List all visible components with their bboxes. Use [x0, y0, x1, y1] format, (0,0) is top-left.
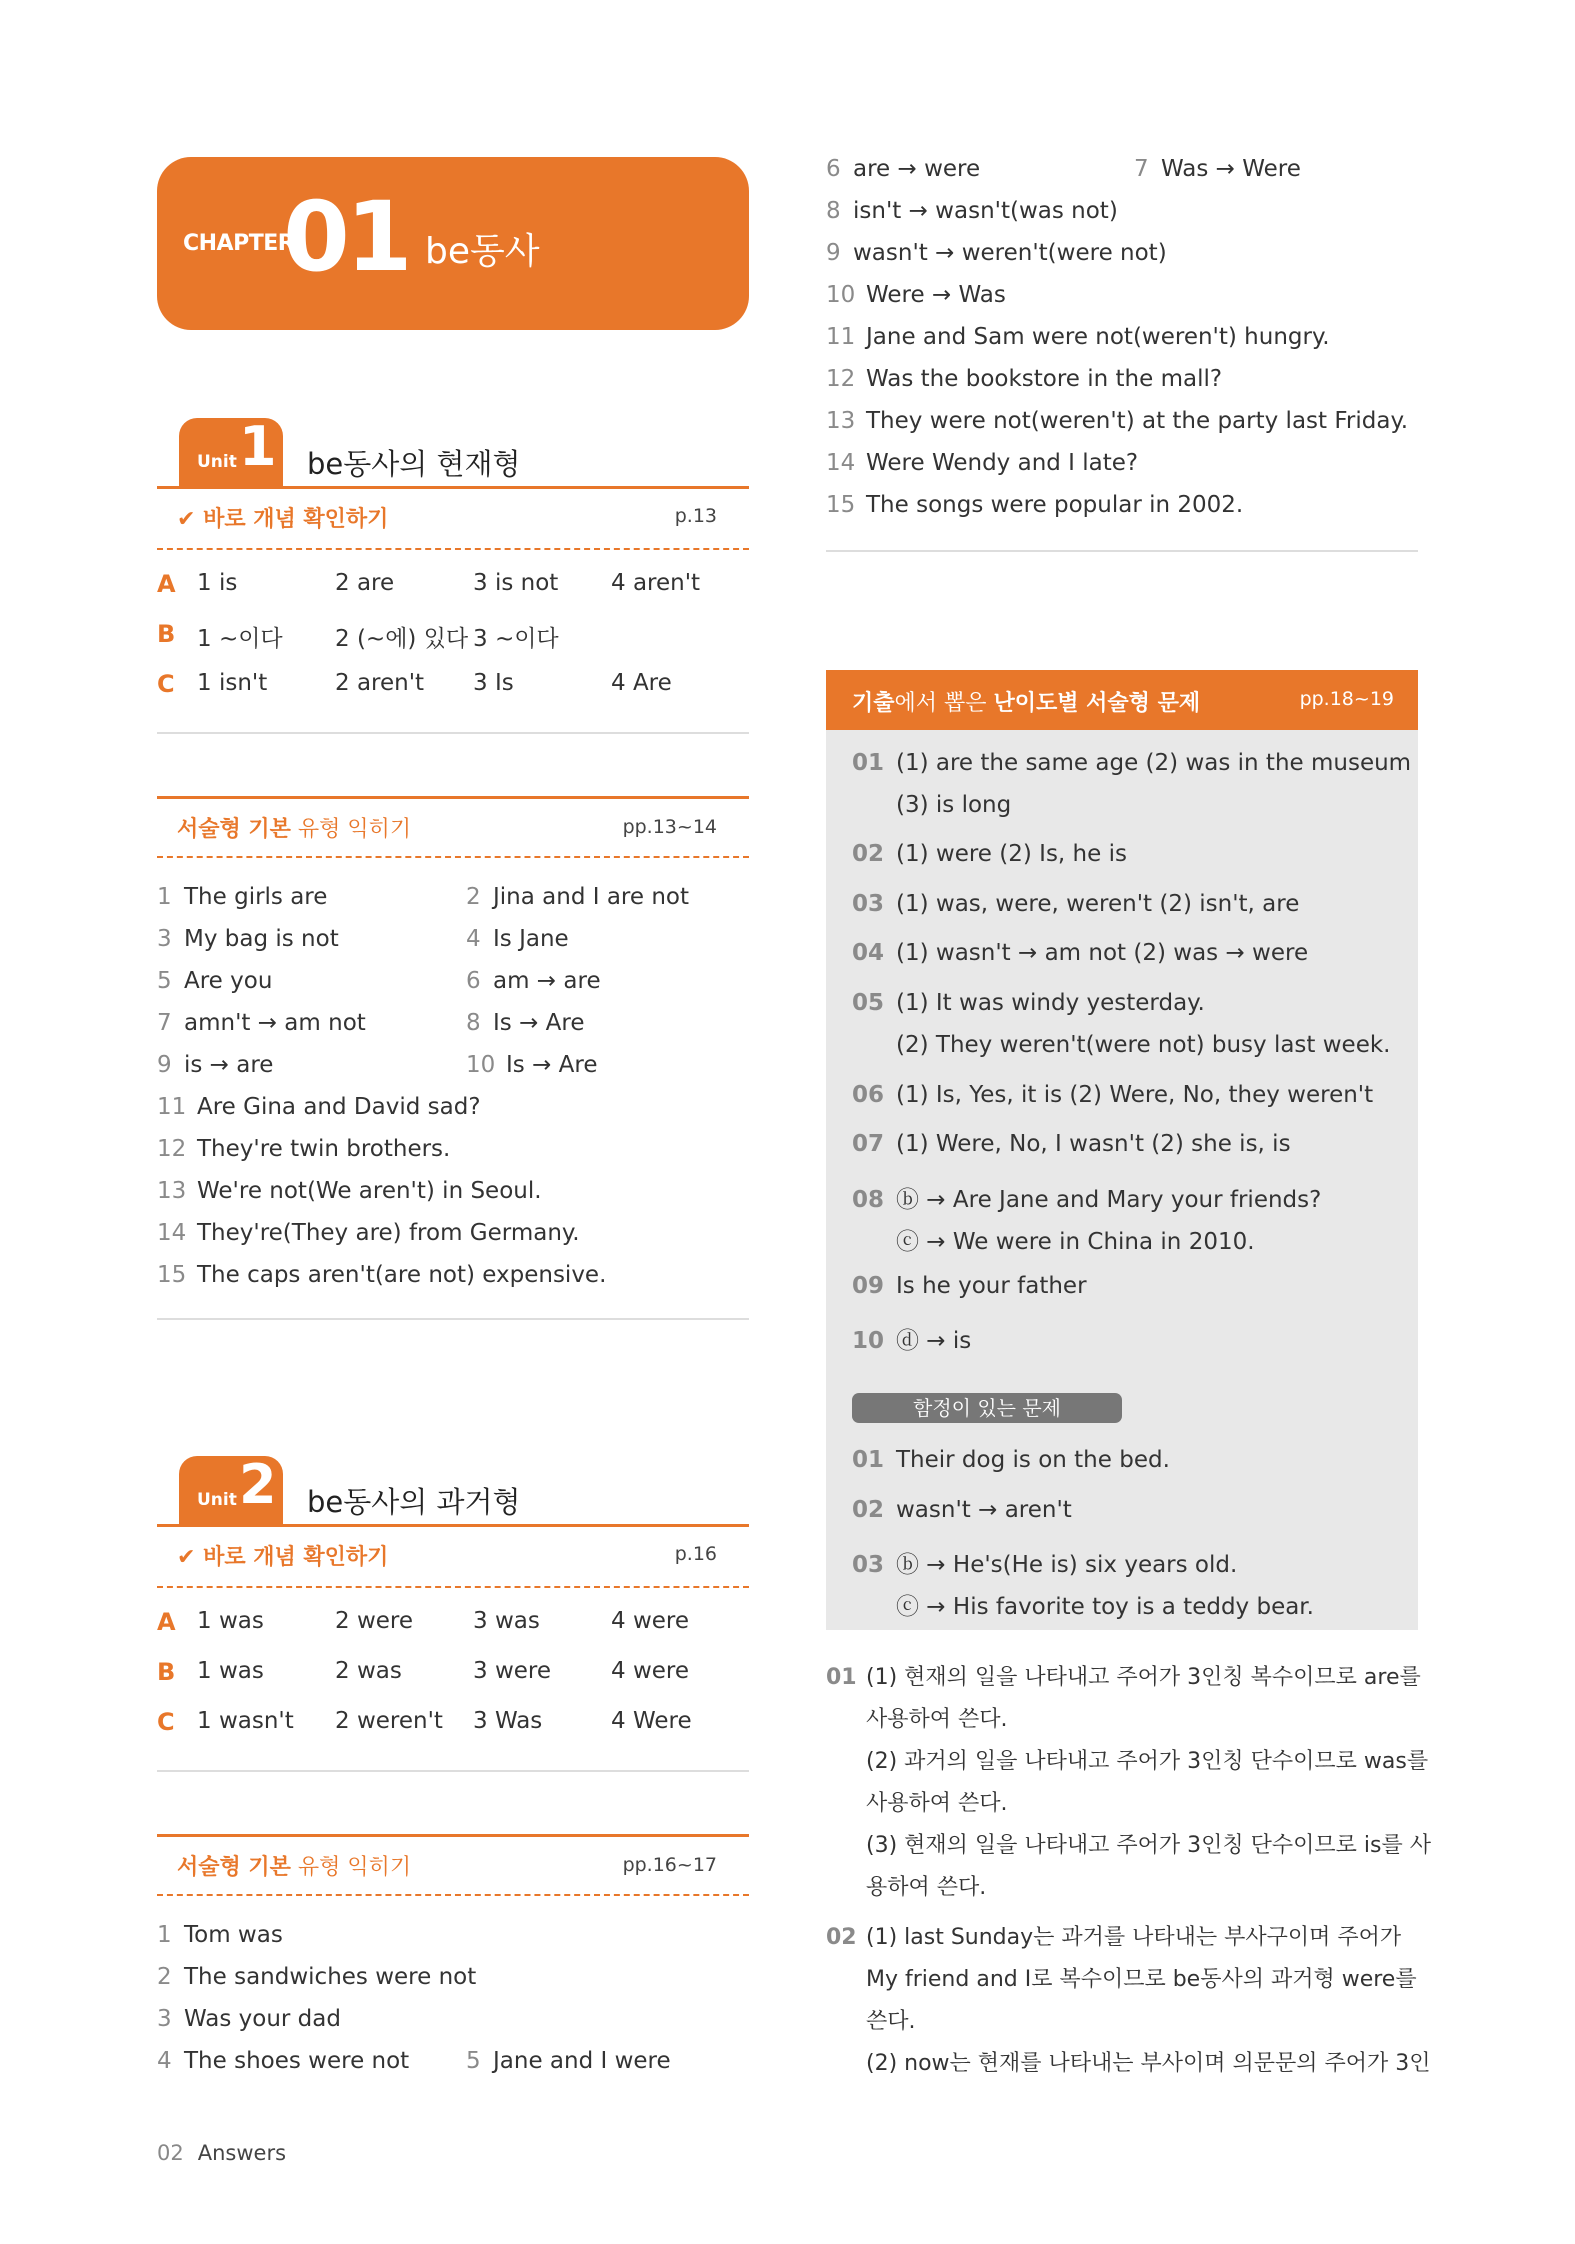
dashed-divider — [157, 856, 749, 858]
answer-line — [826, 450, 1138, 476]
item-number: 2 — [466, 884, 481, 910]
exam-title-c: 난이도별 서술형 문제 — [993, 691, 1201, 716]
explanation-line — [826, 1744, 1428, 1775]
practice-top-rule — [157, 796, 749, 799]
answer-cell: 3 Is — [473, 670, 514, 696]
item-text: isn't → wasn't(was not) — [853, 198, 1118, 224]
answer-line — [157, 2048, 409, 2074]
item-number: 7 — [157, 1010, 172, 1036]
item-number: 8 — [466, 1010, 481, 1036]
item-text: (2) now는 현재를 나타내는 부사이며 의문문의 주어가 3인 — [866, 2051, 1431, 2076]
item-text: (1) wasn't → am not (2) was → were — [896, 940, 1309, 966]
exam-item — [852, 1322, 971, 1355]
explanation-line — [826, 1786, 1008, 1817]
item-number: 4 — [466, 926, 481, 952]
explanation-line — [826, 1702, 1008, 1733]
item-text: Was the bookstore in the mall? — [866, 366, 1223, 392]
answer-line — [157, 1052, 273, 1078]
answer-cell: 1 was — [197, 1608, 264, 1634]
answer-cell: 2 were — [335, 1608, 414, 1634]
item-text: wasn't → weren't(were not) — [853, 240, 1167, 266]
section-divider — [157, 732, 749, 734]
item-text: Were Wendy and I late? — [866, 450, 1139, 476]
chapter-banner — [157, 157, 749, 330]
answer-cell: 4 aren't — [611, 570, 701, 596]
item-number: 5 — [157, 968, 172, 994]
item-text: amn't → am not — [184, 1010, 366, 1036]
item-text: They're twin brothers. — [197, 1136, 451, 1162]
chapter-label: CHAPTER — [183, 231, 295, 256]
trap-item — [852, 1497, 1072, 1523]
unit2-label: Unit — [197, 1490, 237, 1510]
item-number: 06 — [852, 1082, 885, 1108]
item-text: Is he your father — [896, 1273, 1087, 1299]
answer-line — [157, 2006, 341, 2032]
item-number: 11 — [157, 1094, 187, 1120]
item-number: 3 — [157, 2006, 172, 2032]
explanation-line — [826, 2004, 916, 2035]
unit1-tab — [179, 415, 283, 488]
item-number: 07 — [852, 1131, 885, 1157]
unit2-check-title: ✔ 바로 개념 확인하기 — [177, 1545, 389, 1570]
unit1-practice-heading — [157, 796, 749, 854]
section-divider — [826, 550, 1418, 552]
answer-line — [157, 1922, 283, 1948]
item-text: (1) was, were, weren't (2) isn't, are — [896, 891, 1300, 917]
answer-line — [826, 156, 980, 182]
answer-line — [826, 408, 1408, 434]
item-text: Are Gina and David sad? — [197, 1094, 481, 1120]
item-number: 05 — [852, 990, 885, 1016]
item-number: 09 — [852, 1273, 885, 1299]
unit1-rule — [157, 486, 749, 489]
practice-title-bold: 서술형 기본 — [177, 817, 291, 842]
answer-cell: 2 are — [335, 570, 395, 596]
item-text: The sandwiches were not — [184, 1964, 477, 1990]
row-letter: B — [157, 620, 176, 648]
answer-line — [466, 2048, 671, 2074]
item-text: Were → Was — [866, 282, 1006, 308]
exam-item — [852, 1223, 1255, 1256]
trap-questions-label: 함정이 있는 문제 — [852, 1393, 1122, 1423]
answer-line — [466, 1010, 585, 1036]
section-divider — [157, 1770, 749, 1772]
answer-line — [466, 926, 569, 952]
item-number: 03 — [852, 891, 885, 917]
trap-item — [852, 1588, 1314, 1621]
row-letter: B — [157, 1658, 176, 1686]
item-number: 13 — [826, 408, 856, 434]
chapter-title: be동사 — [425, 231, 540, 272]
answer-line — [157, 1262, 606, 1288]
unit2-title: be동사의 과거형 — [307, 1485, 521, 1519]
unit1-practice-page: pp.13~14 — [622, 816, 717, 838]
answer-cell: 4 were — [611, 1658, 690, 1684]
dashed-divider — [157, 548, 749, 550]
exam-item — [852, 1082, 1373, 1108]
item-number: 13 — [157, 1178, 187, 1204]
item-text: wasn't → aren't — [896, 1497, 1072, 1523]
exam-item — [852, 1273, 1087, 1299]
item-number: 02 — [826, 1925, 857, 1950]
unit1-label: Unit — [197, 452, 237, 472]
item-number: 01 — [826, 1665, 857, 1690]
unit1-title: be동사의 현재형 — [307, 447, 521, 481]
item-number: 9 — [826, 240, 841, 266]
answer-line — [157, 884, 327, 910]
item-text: 용하여 쓴다. — [866, 1875, 987, 1900]
item-text: My bag is not — [184, 926, 339, 952]
chapter-number: 01 — [283, 181, 409, 293]
item-text: Is → Are — [493, 1010, 585, 1036]
exam-item — [852, 750, 1411, 776]
answer-cell: 1 isn't — [197, 670, 268, 696]
item-number: 10 — [466, 1052, 496, 1078]
item-text: Jane and Sam were not(weren't) hungry. — [866, 324, 1330, 350]
item-text: Are you — [184, 968, 273, 994]
item-text: Jane and I were — [493, 2048, 671, 2074]
exam-item — [852, 1131, 1291, 1157]
item-text: ⓒ → We were in China in 2010. — [896, 1229, 1255, 1255]
unit2-check-text: 바로 개념 확인하기 — [203, 1545, 389, 1570]
unit2-tab — [179, 1453, 283, 1526]
practice-title-bold: 서술형 기본 — [177, 1855, 291, 1880]
item-number: 04 — [852, 940, 885, 966]
item-number: 7 — [1134, 156, 1149, 182]
unit1-check-text: 바로 개념 확인하기 — [203, 507, 389, 532]
answer-line — [466, 968, 601, 994]
item-text: Jina and I are not — [493, 884, 690, 910]
unit1-check-heading — [157, 492, 749, 550]
item-text: (3) is long — [896, 792, 1012, 818]
unit2-practice-heading — [157, 1834, 749, 1892]
item-text: Was → Were — [1161, 156, 1301, 182]
item-text: (2) 과거의 일을 나타내고 주어가 3인칭 단수이므로 was를 — [866, 1749, 1429, 1774]
answer-line — [157, 1220, 580, 1246]
exam-heading — [826, 670, 1418, 730]
answer-line — [826, 324, 1330, 350]
answer-line — [826, 198, 1118, 224]
item-number: 1 — [157, 884, 172, 910]
item-text: The caps aren't(are not) expensive. — [197, 1262, 607, 1288]
row-letter: A — [157, 1608, 176, 1636]
answer-line — [157, 1010, 366, 1036]
unit1-check-title: ✔ 바로 개념 확인하기 — [177, 507, 389, 532]
item-number: 02 — [852, 1497, 885, 1523]
item-number: 14 — [826, 450, 856, 476]
item-number: 01 — [852, 1447, 885, 1473]
item-number: 12 — [826, 366, 856, 392]
item-number: 10 — [852, 1328, 885, 1354]
exam-item — [852, 1032, 1391, 1058]
item-text: We're not(We aren't) in Seoul. — [197, 1178, 542, 1204]
item-text: Is → Are — [506, 1052, 598, 1078]
item-number: 08 — [852, 1187, 885, 1213]
row-letter: C — [157, 1708, 175, 1736]
answer-cell: 4 Are — [611, 670, 672, 696]
answer-cell: 4 Were — [611, 1708, 692, 1734]
answer-line — [1134, 156, 1301, 182]
item-number: 10 — [826, 282, 856, 308]
item-text: (1) 현재의 일을 나타내고 주어가 3인칭 복수이므로 are를 — [866, 1665, 1421, 1690]
exam-item — [852, 841, 1127, 867]
unit2-practice-page: pp.16~17 — [622, 1854, 717, 1876]
item-number: 03 — [852, 1552, 885, 1578]
answer-cell: 3 were — [473, 1658, 552, 1684]
practice-title-light: 유형 익히기 — [290, 1855, 412, 1880]
item-number: 8 — [826, 198, 841, 224]
item-text: are → were — [853, 156, 981, 182]
explanation-line — [826, 2046, 1431, 2077]
page-footer — [157, 2141, 286, 2165]
item-text: ⓑ → He's(He is) six years old. — [896, 1552, 1238, 1578]
item-text: (1) are the same age (2) was in the museum — [896, 750, 1412, 776]
unit2-check-heading — [157, 1530, 749, 1588]
exam-item — [852, 792, 1011, 818]
item-number: 5 — [466, 2048, 481, 2074]
item-number: 15 — [826, 492, 856, 518]
item-text: Their dog is on the bed. — [896, 1447, 1170, 1473]
unit2-practice-title — [177, 1850, 411, 1881]
item-text: (1) It was windy yesterday. — [896, 990, 1205, 1016]
item-number: 15 — [157, 1262, 187, 1288]
answer-cell: 2 (~에) 있다 — [335, 626, 469, 652]
explanation-line — [826, 1660, 1421, 1691]
page-number: 02 — [157, 2141, 184, 2165]
explanation-line — [826, 1962, 1417, 1993]
practice-top-rule — [157, 1834, 749, 1837]
answer-line — [826, 492, 1243, 518]
item-text: 사용하여 쓴다. — [866, 1707, 1008, 1732]
item-number: 4 — [157, 2048, 172, 2074]
exam-title-a: 기출 — [852, 691, 895, 716]
section-divider — [157, 1318, 749, 1320]
item-text: The shoes were not — [184, 2048, 410, 2074]
item-text: Tom was — [184, 1922, 283, 1948]
trap-item — [852, 1447, 1170, 1473]
item-text: 사용하여 쓴다. — [866, 1791, 1008, 1816]
item-text: (1) last Sunday는 과거를 나타내는 부사구이며 주어가 — [866, 1925, 1402, 1950]
item-number: 1 — [157, 1922, 172, 1948]
item-text: (3) 현재의 일을 나타내고 주어가 3인칭 단수이므로 is를 사 — [866, 1833, 1431, 1858]
exam-item — [852, 891, 1299, 917]
item-text: ⓓ → is — [896, 1328, 972, 1354]
exam-title — [852, 686, 1200, 717]
answer-cell: 2 aren't — [335, 670, 425, 696]
item-text: They were not(weren't) at the party last Friday. — [866, 408, 1409, 434]
item-text: Is Jane — [493, 926, 569, 952]
exam-item — [852, 940, 1308, 966]
dashed-divider — [157, 1586, 749, 1588]
exam-page: pp.18~19 — [1299, 688, 1394, 710]
item-number: 9 — [157, 1052, 172, 1078]
answer-line — [157, 1094, 481, 1120]
answer-cell: 1 is — [197, 570, 238, 596]
item-number: 6 — [826, 156, 841, 182]
item-text: is → are — [184, 1052, 274, 1078]
item-number: 01 — [852, 750, 885, 776]
unit1-practice-title — [177, 812, 411, 843]
exam-questions-box — [826, 670, 1418, 1630]
explanation-line — [826, 1870, 986, 1901]
row-letter: A — [157, 570, 176, 598]
answer-line — [157, 1136, 450, 1162]
trap-item — [852, 1546, 1237, 1579]
item-text: Was your dad — [184, 2006, 341, 2032]
item-number: 2 — [157, 1964, 172, 1990]
answer-cell: 3 is not — [473, 570, 559, 596]
answer-line — [826, 240, 1167, 266]
item-text: (1) Were, No, I wasn't (2) she is, is — [896, 1131, 1291, 1157]
answer-cell: 4 were — [611, 1608, 690, 1634]
item-number: 14 — [157, 1220, 187, 1246]
answer-line — [826, 282, 1006, 308]
unit2-check-page: p.16 — [674, 1543, 717, 1565]
explanation-line — [826, 1828, 1431, 1859]
item-text: (2) They weren't(were not) busy last week. — [896, 1032, 1391, 1058]
item-text: 쓴다. — [866, 2009, 916, 2034]
item-number: 02 — [852, 841, 885, 867]
item-text: ⓒ → His favorite toy is a teddy bear. — [896, 1594, 1314, 1620]
item-number: 6 — [466, 968, 481, 994]
item-number: 3 — [157, 926, 172, 952]
exam-item — [852, 990, 1205, 1016]
answer-cell: 1 ~이다 — [197, 626, 283, 652]
answer-line — [466, 884, 689, 910]
dashed-divider — [157, 1894, 749, 1896]
item-text: The girls are — [184, 884, 328, 910]
unit1-check-page: p.13 — [674, 505, 717, 527]
answer-line — [157, 1178, 542, 1204]
unit2-number: 2 — [239, 1453, 277, 1516]
item-text: My friend and I로 복수이므로 be동사의 과거형 were를 — [866, 1967, 1417, 1992]
exam-title-b: 에서 뽑은 — [894, 691, 994, 716]
item-number: 12 — [157, 1136, 187, 1162]
answer-line — [157, 1964, 476, 1990]
answer-line — [157, 926, 339, 952]
item-text: They're(They are) from Germany. — [197, 1220, 580, 1246]
answer-cell: 1 was — [197, 1658, 264, 1684]
exam-item — [852, 1181, 1321, 1214]
practice-title-light: 유형 익히기 — [290, 817, 412, 842]
answer-cell: 3 Was — [473, 1708, 543, 1734]
explanation-line — [826, 1920, 1401, 1951]
answer-cell: 1 wasn't — [197, 1708, 294, 1734]
answer-cell: 3 was — [473, 1608, 540, 1634]
item-text: (1) Is, Yes, it is (2) Were, No, they weren't — [896, 1082, 1374, 1108]
unit1-number: 1 — [239, 415, 277, 478]
answer-line — [826, 366, 1222, 392]
item-text: (1) were (2) Is, he is — [896, 841, 1127, 867]
item-text: ⓑ → Are Jane and Mary your friends? — [896, 1187, 1322, 1213]
unit2-rule — [157, 1524, 749, 1527]
row-letter: C — [157, 670, 175, 698]
answer-cell: 3 ~이다 — [473, 626, 559, 652]
item-text: The songs were popular in 2002. — [866, 492, 1244, 518]
footer-label: Answers — [197, 2141, 287, 2165]
answer-line — [466, 1052, 598, 1078]
answer-line — [157, 968, 272, 994]
item-text: am → are — [493, 968, 601, 994]
answer-cell: 2 weren't — [335, 1708, 443, 1734]
answer-cell: 2 was — [335, 1658, 402, 1684]
item-number: 11 — [826, 324, 856, 350]
